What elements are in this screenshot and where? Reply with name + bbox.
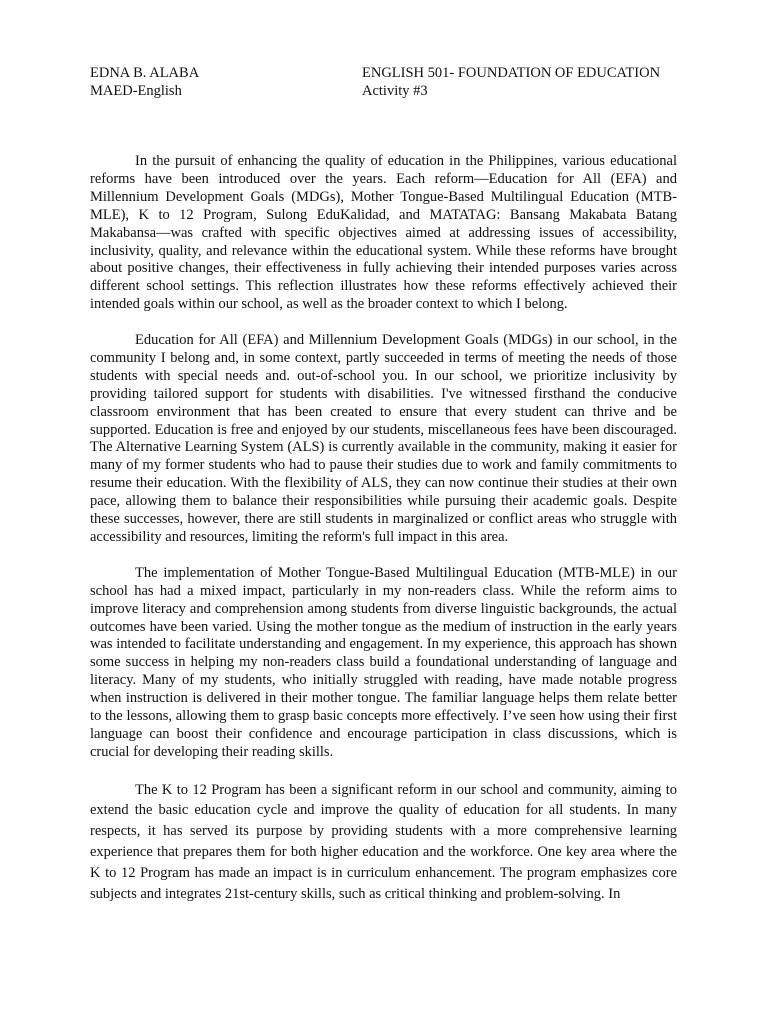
header-right	[362, 64, 692, 100]
paragraph-k-to-12: The K to 12 Program has been a significant reform in our school and community, aiming to extend the basic education cycle and improve the quality of education for all students. In many respects, it has served its purpose by providing students with a more comprehensive learning experience that prepares them for both higher education and the workforce. One key area where the K to 12 Program has made an impact is in curriculum enhancement. The program emphasizes core subjects and integrates 21st-century skills, such as critical thinking and problem-solving. In	[90, 781, 677, 902]
header-left	[90, 64, 350, 100]
document-body	[90, 153, 677, 922]
paragraph-mtb-mle: The implementation of Mother Tongue-Based Multilingual Education (MTB-MLE) in our school has had a mixed impact, particularly in my non-readers class. While the reform aims to improve literacy and comprehension among students from diverse linguistic backgrounds, the actual outcomes have been varied. Using the mother tongue as the medium of instruction in the early years was intended to facilitate understanding and engagement. In my experience, this approach has shown some success in helping my non-readers class build a foundational understanding of language and literacy. Many of my students, who initially struggled with reading, have made notable progress when instruction is delivered in their mother tongue. The familiar language helps them relate better to the lessons, allowing them to grasp basic concepts more effectively. I’ve seen how using their first language can boost their confidence and encourage participation in class discussions, which is crucial for developing their reading skills.	[90, 564, 677, 760]
activity-label: Activity #3	[362, 83, 428, 99]
paragraph-introduction: In the pursuit of enhancing the quality of education in the Philippines, various educational reforms have been introduced over the years. Each reform—Education for All (EFA) and Millennium Development Goals (MDGs), Mother Tongue-Based Multilingual Education (MTB-MLE), K to 12 Program, Sulong EduKalidad, and MATATAG: Bansang Makabata Batang Makabansa—was crafted with specific objectives aimed at addressing issues of accessibility, inclusivity, quality, and relevance within the educational system. While these reforms have brought about positive changes, their effectiveness in fully achieving their intended purposes varies across different school settings. This reflection illustrates how these reforms effectively achieved their intended goals within our school, as well as the broader context to which I belong.	[90, 153, 677, 313]
program-name: MAED-English	[90, 83, 182, 99]
course-title: ENGLISH 501- FOUNDATION OF EDUCATION	[362, 65, 661, 81]
author-name: EDNA B. ALABA	[90, 65, 200, 81]
paragraph-efa-mdgs: Education for All (EFA) and Millennium Development Goals (MDGs) in our school, in the community I belong and, in some context, partly succeeded in terms of meeting the needs of those students with special needs and. out-of-school you. In our school, we prioritize inclusivity by providing tailored support for students with disabilities. I've witnessed firsthand the conducive classroom environment that has been created to ensure that every student can thrive and be supported. Education is free and enjoyed by our students, miscellaneous fees have been discouraged. The Alternative Learning System (ALS) is currently available in the community, making it easier for many of my former students who had to pause their studies due to work and family commitments to resume their education. With the flexibility of ALS, they can now continue their studies at their own pace, allowing them to balance their responsibilities while pursuing their academic goals. Despite these successes, however, there are still students in marginalized or conflict areas who struggle with accessibility and resources, limiting the reform's full impact in this area.	[90, 332, 677, 546]
